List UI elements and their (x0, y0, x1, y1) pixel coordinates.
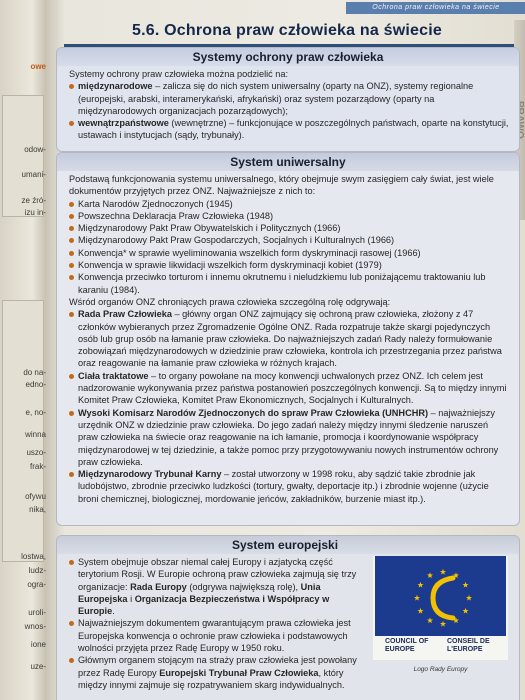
page-title: 5.6. Ochrona praw człowieka na świecie (132, 22, 442, 39)
star-icon (440, 621, 446, 627)
left-page-fragment: uze- (30, 662, 46, 671)
left-page-edge (0, 0, 46, 700)
star-icon (414, 595, 420, 601)
left-page-fragment: winna (25, 430, 46, 439)
left-page-fragment: ofywu (25, 492, 46, 501)
section-universal (56, 152, 520, 526)
document-name: Karta Narodów Zjednoczonych (1945) (78, 198, 233, 209)
left-page-fragment: do na- (23, 368, 46, 377)
star-icon (440, 569, 446, 575)
paragraph-text: i (127, 593, 135, 604)
council-of-europe-logo (373, 556, 508, 660)
bullet-icon (69, 226, 74, 231)
star-icon (462, 582, 468, 588)
list-item (69, 234, 509, 246)
definition: – główny organ ONZ zajmujący się ochroną praw człowieka, złożony z 47 członków wybieranych przez Zgromadzenie Ogólne ONZ. Rada rozpatruje także skargi pojedynczych osób lub grup osób na łamanie praw człowieka. Do najważniejszych zadań Rady należy formułowanie zobowiązań międzynarodowych w dziedzinie praw człowieka, kontrola ich przestrzegania przez państwa oraz reagowanie na łamanie praw człowieka w różnych krajach. (78, 309, 502, 369)
logo-caption-fr: CONSEIL DE L'EUROPE (447, 638, 490, 653)
left-page-fragment: e, no- (25, 408, 46, 417)
left-page-fragment: ogra- (27, 580, 46, 589)
list-item (69, 617, 364, 654)
list-item (69, 198, 509, 210)
star-icon (462, 608, 468, 614)
bullet-icon (69, 621, 74, 626)
left-page-fragment: nika, (29, 505, 46, 514)
star-icon (427, 617, 433, 623)
list-item (69, 247, 509, 259)
org-name: Rada Europy (130, 581, 187, 592)
eu-flag-graphic (375, 556, 506, 636)
intro-text: Podstawą funkcjonowania systemu uniwersalnego, który obejmuje swym zasięgiem cały świat, jest wiele dokumentów przyjętych przez ONZ. Najważniejsze z nich to: (69, 174, 494, 197)
term: wewnątrzpaństwowe (78, 118, 169, 129)
section-body (57, 66, 519, 146)
left-page-fragment: uroli- (28, 608, 46, 617)
list-item (69, 222, 509, 234)
left-page-fragment: owe (30, 62, 46, 71)
bullet-icon (69, 263, 74, 268)
org-name: Unia Europejska (78, 581, 321, 604)
bullet-icon (69, 275, 74, 280)
left-page-fragment: wnos- (24, 622, 46, 631)
document-name: Konwencja przeciwko torturom i innemu okrutnemu i nieludzkiemu lub poniżającemu traktowaniu lub karaniu (1984). (78, 272, 486, 295)
list-item (69, 271, 509, 296)
term: Międzynarodowy Trybunał Karny (78, 469, 222, 480)
running-head: Ochrona praw człowieka na świecie (346, 2, 525, 14)
bullet-icon (69, 560, 74, 565)
logo-caption: Logo Rady Europy (413, 666, 468, 673)
term: międzynarodowe (78, 81, 153, 92)
left-page-fragment: edno- (25, 380, 46, 389)
left-page-fragment: izu in- (24, 208, 46, 217)
term: Rada Praw Człowieka (78, 309, 172, 320)
definition: (wewnętrzne) – funkcjonujące w poszczególnych państwach, oparte na konstytucji, ustawach i instytucjach (sądy, trybunały). (78, 118, 509, 141)
list-item (69, 407, 509, 468)
bullet-icon (69, 472, 74, 477)
definition: – to organy powołane na mocy konwencji uchwalonych przez ONZ. Ich celem jest nadzorowanie wykonywania przez państwa postanowień poszczególnych konwencji. Są to między innymi Komitet Praw Człowieka, Komitet Praw Ekonomicznych, Socjalnych i Kulturalnych. (78, 370, 507, 406)
bullet-icon (69, 214, 74, 219)
bullet-icon (69, 238, 74, 243)
eu-flag-icon (375, 556, 506, 636)
bullet-icon (69, 374, 74, 379)
document-name: Międzynarodowy Pakt Praw Obywatelskich i Politycznych (1966) (78, 223, 341, 234)
definition: – najważniejszy urzędnik ONZ w dziedzinie praw człowieka. Do jego zadań należy między innymi śledzenie naruszeń praw człowieka na świecie oraz reagowanie na ich łamanie, promocja i koordynowanie współpracy międzynarodowej w tej dziedzinie, a także pomoc przy przygotowywaniu nowych instrumentów ochrony praw człowieka. (78, 407, 499, 467)
definition: – został utworzony w 1998 roku, aby sądzić takie zbrodnie jak ludobójstwo, zbrodnie przeciwko ludzkości (tortury, gwałty, deportacje itp.) i zbrodnie wojenne (użycie broni chemicznej, biologicznej, mordowanie jeńców, zakładników, burzenie miast itp.). (78, 469, 489, 504)
org-name: Organizacja Bezpieczeństwa i Współpracy w Europie (78, 593, 330, 617)
left-page-fragment: ione (30, 640, 46, 649)
left-page-fragment: ludz- (28, 566, 46, 575)
bullet-icon (69, 121, 74, 126)
section-title: Systemy ochrony praw człowieka (57, 48, 519, 66)
term: Wysoki Komisarz Narodów Zjednoczonych do spraw Praw Człowieka (UNHCHR) (78, 407, 429, 418)
left-page-fragment: umani- (21, 170, 46, 179)
left-page-fragment: frak- (30, 462, 46, 471)
paragraph-text: Najważniejszym dokumentem gwarantującym prawa człowieka jest Europejska konwencja o ochronie praw człowieka i podstawowych wolności przyjęta przez Radę Europy w 1950 roku. (78, 618, 351, 654)
star-icon (466, 595, 472, 601)
paragraph-text: Głównym organem stojącym na straży praw człowieka jest powołany przez Radę Europy (78, 655, 357, 678)
list-item (69, 259, 509, 271)
left-page-fragment: odow- (24, 145, 46, 154)
document-name: Konwencja w sprawie likwidacji wszelkich form dyskryminacji kobiet (1979) (78, 260, 382, 271)
list-item (69, 468, 509, 505)
document-name: Konwencja* w sprawie wyeliminowania wszelkich form dyskryminacji rasowej (1966) (78, 247, 421, 258)
document-name: Międzynarodowy Pakt Praw Gospodarczych, Socjalnych i Kulturalnych (1966) (78, 235, 395, 246)
org-name: Europejski Trybunał Praw Człowieka (159, 667, 319, 678)
section-title: System uniwersalny (57, 153, 519, 171)
definition: – zalicza się do nich system uniwersalny (oparty na ONZ), systemy regionalne (europejski, arabski, interamerykański, afrykański) oraz system pozarządowy (oparty na międzynarodowych organizacjach pozarządowych); (78, 81, 474, 116)
intro-text: Systemy ochrony praw człowieka można podzielić na: (69, 69, 289, 79)
textbook-page (46, 0, 525, 700)
star-icon (417, 582, 423, 588)
star-icon (417, 608, 423, 614)
left-page-fragment: lostwa, (21, 552, 46, 561)
section-title: System europejski (57, 536, 519, 554)
section-systems (56, 47, 520, 152)
bullet-icon (69, 312, 74, 317)
bullet-icon (69, 84, 74, 89)
left-page-fragment: ze źró- (21, 196, 46, 205)
section-body (57, 171, 519, 509)
section-european (56, 535, 520, 700)
list-item (69, 556, 364, 617)
organs-intro: Wśród organów ONZ chroniących prawa człowieka szczególną rolę odgrywają: (69, 296, 391, 307)
section-body (57, 554, 374, 695)
list-item (69, 117, 509, 142)
document-name: Powszechna Deklaracja Praw Człowieka (1948) (78, 210, 274, 221)
list-item (69, 308, 509, 369)
list-item (69, 210, 509, 222)
bullet-icon (69, 202, 74, 207)
paragraph-text: (odgrywa największą rolę), (186, 581, 301, 592)
bullet-icon (69, 658, 74, 663)
term: Ciała traktatowe (78, 370, 149, 381)
list-item (69, 80, 509, 117)
bullet-icon (69, 411, 74, 416)
paragraph-text: . (112, 606, 115, 617)
star-icon (427, 572, 433, 578)
left-page-fragment: uszo- (26, 448, 46, 457)
list-item (69, 654, 364, 691)
paragraph-text: System obejmuje obszar niemal całej Europy i azjatycką część terytorium Rosji. W Europie ochroną praw człowieka zajmują się trzy organizacje: (78, 557, 357, 592)
paragraph-text: , który między innymi zajmuje się rozpatrywaniem skarg indywidualnych. (78, 667, 345, 690)
logo-caption-en: COUNCIL OF EUROPE (385, 638, 429, 653)
bullet-icon (69, 251, 74, 256)
list-item (69, 370, 509, 407)
